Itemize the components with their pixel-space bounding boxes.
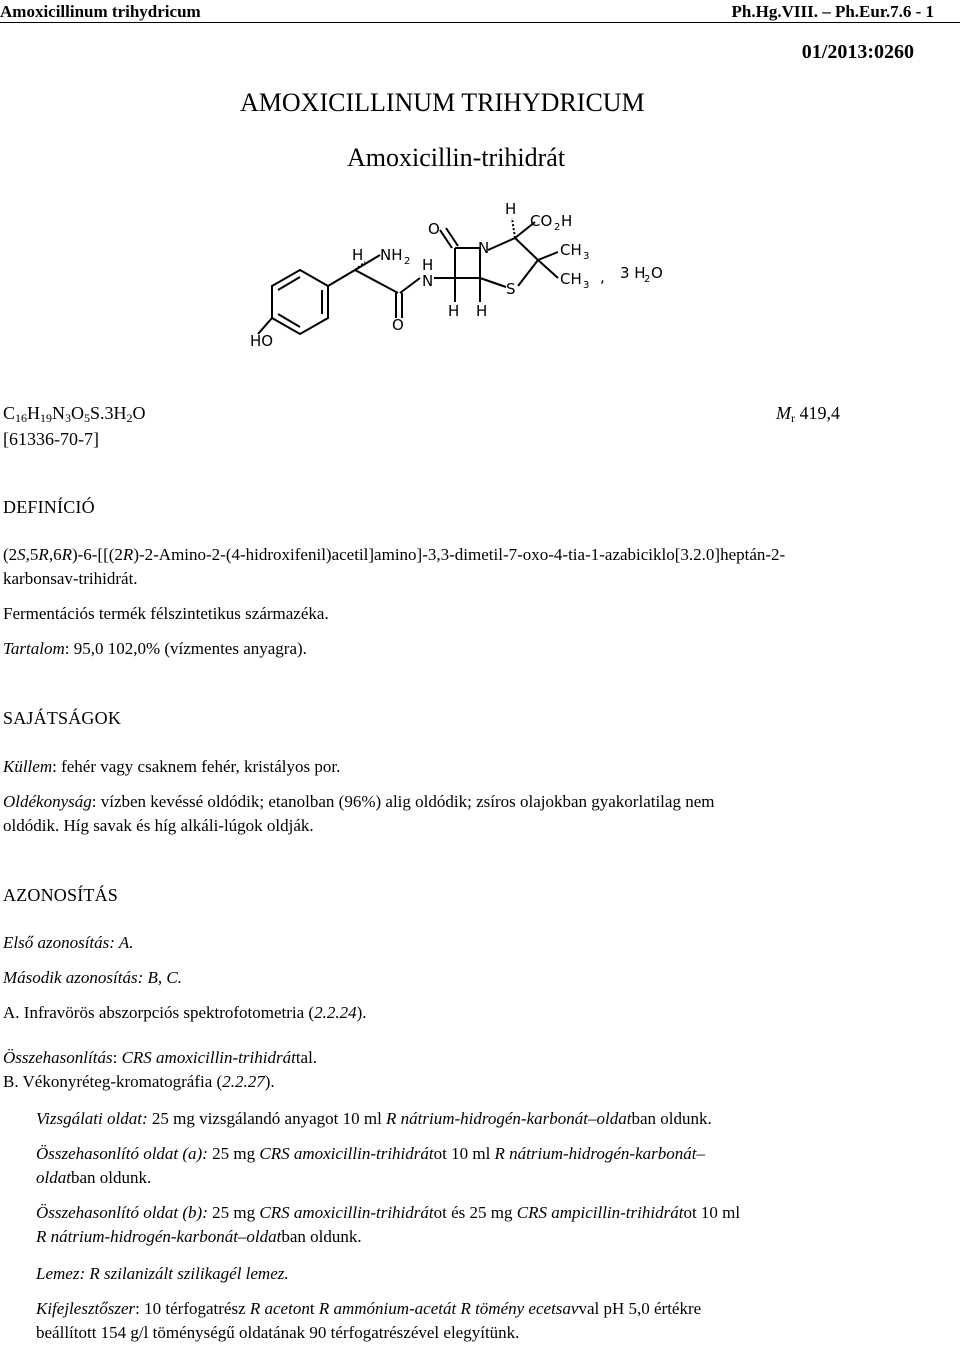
svg-text:H: H xyxy=(448,302,460,320)
reference-solution-a-line-2: oldatban oldunk. xyxy=(36,1168,152,1187)
svg-text:CH: CH xyxy=(560,241,582,259)
svg-text:CH: CH xyxy=(560,270,582,288)
svg-text:N: N xyxy=(422,272,434,290)
svg-text:,: , xyxy=(600,268,605,286)
svg-text:HO: HO xyxy=(250,332,274,350)
solubility: Oldékonyság: vízben kevéssé oldódik; etanolban (96%) alig oldódik; zsíros olajokban gyakorlatilag nem xyxy=(3,792,715,811)
plate: Lemez: R szilanizált szilikagél lemez. xyxy=(36,1264,289,1283)
molecular-formula: $C_{16}H_{19}N_3O_5S.3H_2O$ xyxy=(3,403,146,425)
svg-text:3 H: 3 H xyxy=(620,264,646,282)
section-heading-sajatsagok: SAJÁTSÁGOK xyxy=(3,708,122,728)
identification-a: A. Infravörös abszorpciós spektrofotometria (2.2.24). xyxy=(3,1003,367,1022)
svg-text:3: 3 xyxy=(583,280,590,291)
reference-solution-b-line-2: R nátrium-hidrogén-karbonát–oldatban oldunk. xyxy=(36,1227,362,1246)
section-heading-definicio: DEFINÍCIÓ xyxy=(3,497,95,517)
svg-text:H: H xyxy=(505,200,517,218)
svg-text:2: 2 xyxy=(644,274,651,285)
svg-text:H: H xyxy=(352,246,364,264)
first-identification: Első azonosítás: A. xyxy=(3,933,134,952)
reference-solution-a: Összehasonlító oldat (a): 25 mg CRS amoxicillin-trihidrátot 10 ml R nátrium-hidrogén-karbonát– xyxy=(36,1144,705,1163)
definition-origin: Fermentációs termék félszintetikus származéka. xyxy=(3,604,329,623)
svg-text:S: S xyxy=(506,280,516,298)
svg-text:CO: CO xyxy=(530,212,553,230)
svg-text:O: O xyxy=(651,264,663,282)
svg-text:NH: NH xyxy=(380,246,403,264)
solubility-line-2: oldódik. Híg savak és híg alkáli-lúgok oldják. xyxy=(3,816,314,835)
svg-text:O: O xyxy=(392,316,404,334)
reference-solution-b: Összehasonlító oldat (b): 25 mg CRS amoxicillin-trihidrátot és 25 mg CRS ampicillin-trihidrátot 10 ml xyxy=(36,1203,741,1222)
chemical-name-line-2: karbonsav-trihidrát. xyxy=(3,569,138,588)
running-header-left: Amoxicillinum trihydricum xyxy=(0,2,201,21)
svg-text:H: H xyxy=(561,212,573,230)
structural-formula xyxy=(240,190,690,360)
mobile-phase-line-2: beállított 154 g/l töménységű oldatának 90 térfogatrészével elegyítünk. xyxy=(36,1323,520,1342)
monograph-title: AMOXICILLINUM TRIHYDRICUM xyxy=(240,88,645,117)
comparison: Összehasonlítás: CRS amoxicillin-trihidráttal. xyxy=(3,1048,318,1067)
mobile-phase: Kifejlesztőszer: 10 térfogatrész R acetont R ammónium-acetát R tömény ecetsavval pH 5,0 értékre xyxy=(36,1299,702,1318)
monograph-subtitle: Amoxicillin-trihidrát xyxy=(347,143,566,172)
svg-text:2: 2 xyxy=(554,222,561,233)
molecular-mass: $M_r$ 419,4 xyxy=(776,403,840,425)
identification-b: B. Vékonyréteg-kromatográfia (2.2.27). xyxy=(3,1072,275,1091)
svg-text:2: 2 xyxy=(404,256,411,267)
chemical-name-line: (2S,5R,6R)-6-[[(2R)-2-Amino-2-(4-hidroxifenil)acetil]amino]-3,3-dimetil-7-oxo-4-tia-1-azabiciklo[3.2.0]heptán-2- xyxy=(3,545,786,564)
appearance: Küllem: fehér vagy csaknem fehér, kristályos por. xyxy=(3,757,341,776)
definition-content: Tartalom: 95,0 102,0% (vízmentes anyagra). xyxy=(3,639,307,658)
svg-text:3: 3 xyxy=(583,251,590,262)
section-heading-azonositas: AZONOSÍTÁS xyxy=(3,885,119,905)
running-header-right: Ph.Hg.VIII. – Ph.Eur.7.6 - 1 xyxy=(731,2,934,21)
svg-text:H: H xyxy=(476,302,488,320)
svg-text:H: H xyxy=(422,256,434,274)
svg-text:O: O xyxy=(428,220,440,238)
cas-number: [61336-70-7] xyxy=(3,429,99,449)
monograph-code: 01/2013:0260 xyxy=(801,41,914,63)
header-rule xyxy=(0,22,960,23)
second-identification: Második azonosítás: B, C. xyxy=(3,968,182,987)
test-solution: Vizsgálati oldat: 25 mg vizsgálandó anyagot 10 ml R nátrium-hidrogén-karbonát–oldatban oldunk. xyxy=(36,1109,712,1128)
svg-text:N: N xyxy=(478,239,490,257)
